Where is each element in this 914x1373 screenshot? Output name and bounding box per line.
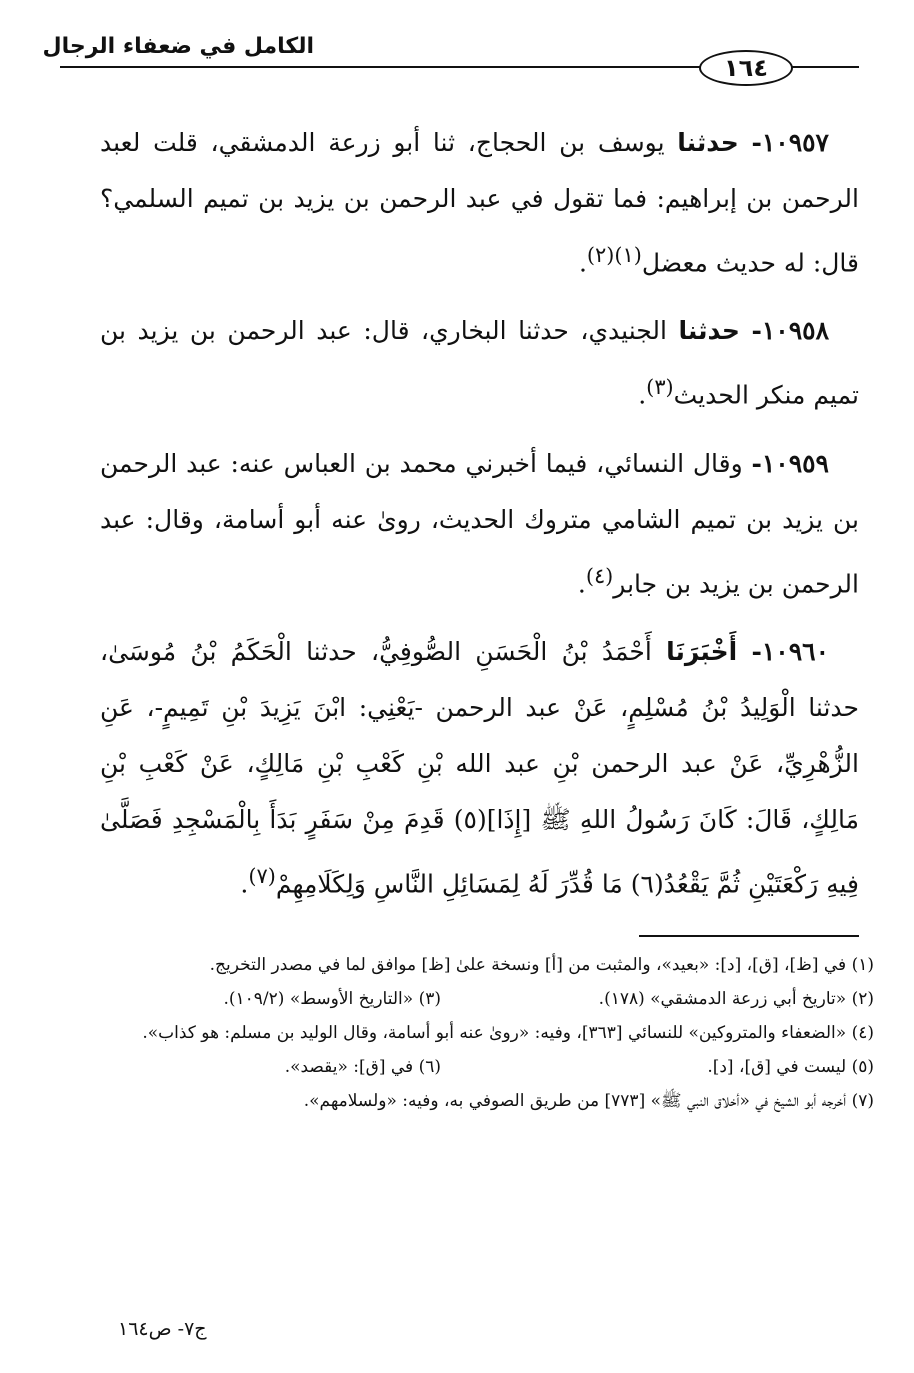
footnote-ref: (٣) [646, 375, 674, 400]
entry-number: ١٠٩٥٧- [751, 128, 829, 157]
entry-keyword: حدثنا [677, 128, 739, 157]
footnote-row [100, 1052, 874, 1083]
footnote-6: (٦) في [ق]: «يقصد». [284, 1057, 441, 1077]
entry-end: . [240, 869, 249, 899]
footnote-1: (١) في [ظ]، [ق]، [د]: «بعيد»، والمثبت من [أ] ونسخة علىٰ [ظ] موافق لما في مصدر التخريج. [209, 955, 874, 975]
footnote-2: (٢) «تاريخ أبي زرعة الدمشقي» (١٧٨). [598, 989, 874, 1009]
footnote-5: (٥) ليست في [ق]، [د]. [707, 1057, 874, 1077]
entry-10957 [100, 115, 859, 291]
main-text [100, 115, 859, 924]
footnote-separator [639, 935, 859, 937]
entry-keyword: حدثنا [678, 316, 740, 346]
page-header [42, 30, 859, 100]
footnote-4: (٤) «الضعفاء والمتروكين» للنسائي [٣٦٣]، وفيه: «روىٰ عنه أبو أسامة، وقال الوليد بن مسلم: هو كذاب». [142, 1023, 874, 1043]
entry-text: يوسف بن الحجاج، ثنا أبو زرعة الدمشقي، قلت لعبد الرحمن بن إبراهيم: فما تقول في عبد الرحمن بن يزيد بن تميم السلمي؟ قال: له حديث معضل [100, 128, 859, 278]
entry-10958 [100, 303, 859, 423]
entry-10959 [100, 436, 859, 612]
entry-end: . [578, 248, 587, 278]
footnotes [100, 950, 874, 1120]
footnote-row [100, 984, 874, 1015]
book-title: الكامل في ضعفاء الرجال [42, 34, 314, 59]
page-number-badge: ١٦٤ [699, 50, 793, 86]
entry-text: وقال النسائي، فيما أخبرني محمد بن العباس عنه: عبد الرحمن بن يزيد بن تميم الشامي متروك الحديث، روىٰ عنه أبو أسامة، وقال: عبد الرحمن بن يزيد بن جابر [100, 448, 859, 598]
entry-number: ١٠٩٦٠- [751, 636, 829, 666]
entry-number: ١٠٩٥٩- [751, 448, 829, 478]
entry-text: الجنيدي، حدثنا البخاري، قال: عبد الرحمن بن يزيد بن تميم منكر الحديث [100, 316, 859, 410]
volume-page-footer: ج٧- ص١٦٤ [118, 1318, 207, 1340]
entry-number: ١٠٩٥٨- [751, 316, 830, 346]
footnote-ref: (١)(٢) [586, 243, 642, 267]
entry-text: أَحْمَدُ بْنُ الْحَسَنِ الصُّوفِيُّ، حدثنا الْحَكَمُ بْنُ مُوسَىٰ، حدثنا الْوَلِيدُ بْنُ مُسْلِمٍ، عَنْ عبد الرحمن -يَعْنِي: ابْنَ يَزِيدَ بْنِ تَمِيمٍ-، عَنِ الزُّهْرِيِّ، عَنْ عبد الرحمن بْنِ عبد الله بْنِ كَعْبِ بْنِ مَالِكٍ، عَنْ كَعْبِ بْنِ مَالِكٍ، قَالَ: كَانَ رَسُولُ اللهِ ﷺ [إِذَا](٥) قَدِمَ مِنْ سَفَرٍ بَدَأَ بِالْمَسْجِدِ فَصَلَّىٰ فِيهِ رَكْعَتَيْنِ ثُمَّ يَقْعُدُ(٦) مَا قُدِّرَ لَهُ لِمَسَائِلِ النَّاسِ وَلِكَلَامِهِمْ [100, 636, 859, 899]
entry-keyword: أَخْبَرَنَا [666, 636, 738, 666]
footnote-ref: (٤) [585, 563, 614, 588]
footnote-7: (٧) أخرجه أبو الشيخ في «أخلاق النبي ﷺ» [٧٧٣] من طريق الصوفي به، وفيه: «ولسلامهم». [303, 1091, 874, 1111]
entry-end: . [577, 568, 586, 598]
footnote-ref: (٧) [248, 863, 276, 888]
footnote-3: (٣) «التاريخ الأوسط» (١٠٩/٢). [223, 989, 441, 1009]
entry-10960 [100, 624, 859, 912]
entry-end: . [638, 380, 647, 410]
